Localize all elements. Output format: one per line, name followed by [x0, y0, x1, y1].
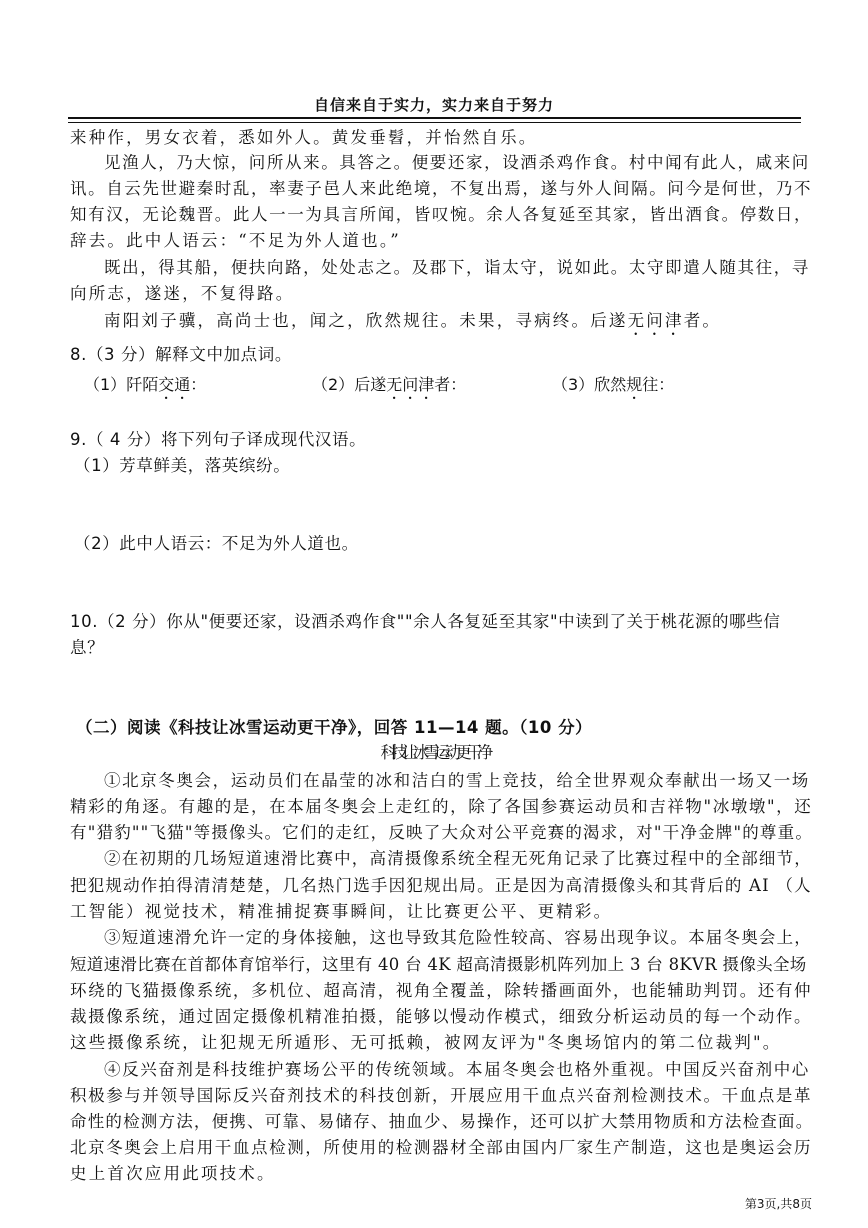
passage-text: 者。 — [683, 311, 722, 330]
passage-line-last — [104, 311, 814, 339]
article-line: 命性的检测方法，便携、可靠、易储存、抽血少、易操作，还可以扩大禁用物质和方法检查面。 — [70, 1112, 814, 1131]
page-header-motto: 自信来自于实力，实力来自于努力 — [313, 96, 554, 114]
item-text: 阡陌 — [126, 375, 159, 394]
header-rule-thin — [68, 122, 801, 123]
page-number: 第3页,共8页 — [744, 1197, 812, 1211]
article-line: 裁摄像系统，通过固定摄像机精准拍摄，能够以慢动作模式，细致分析运动员的每一个动作。 — [70, 1007, 813, 1026]
item-text: 欣然 — [594, 375, 627, 394]
item-text: ： — [190, 375, 207, 394]
article-line: ③短道速滑允许一定的身体接触，这也导致其危险性较高、容易出现争议。本届冬奥会上， — [104, 928, 812, 947]
article-line: ①北京冬奥会，运动员们在晶莹的冰和洁白的雪上竞技，给全世界观众奉献出一场又一场 — [104, 771, 810, 790]
article-title: 科技让冰雪运动更干净 — [380, 743, 488, 762]
passage-line: 知有汉，无论魏晋。此人一一为具言所闻，皆叹惋。余人各复延至其家，皆出酒食。停数日， — [70, 205, 813, 224]
question-8-stem: 8.（3 分）解释文中加点词。 — [70, 345, 292, 364]
passage-line: 向所志，遂迷，不复得路。 — [70, 284, 295, 303]
article-line: 工智能）视觉技术，精准捕捉赛事瞬间，让比赛更公平、更精彩。 — [70, 902, 613, 921]
item-number: （2） — [312, 375, 355, 394]
question-8-item-1 — [84, 372, 206, 403]
passage-line: 见渔人，乃大惊，问所从来。具答之。便要还家，设酒杀鸡作食。村中闻有此人，咸来问 — [104, 153, 810, 172]
article-line: 这些摄像系统，让犯规无所遁形、无可抵赖，被网友评为"冬奥场馆内的第二位裁判"。 — [70, 1033, 782, 1052]
question-8-item-2 — [312, 372, 466, 403]
question-9-stem: 9.（ 4 分）将下列句子译成现代汉语。 — [70, 430, 367, 449]
article-line: 环绕的飞猫摄像系统，多机位、超高清，视角全覆盖，除转播画面外，也能辅助判罚。还有仲 — [70, 981, 813, 1000]
article-line: ②在初期的几场短道速滑比赛中，高清摄像系统全程无死角记录了比赛过程中的全部细节， — [104, 849, 812, 868]
item-number: （1） — [84, 375, 127, 394]
question-10-line-1: 10.（2 分）你从"便要还家，设酒杀鸡作食""余人各复延至其家"中读到了关于桃花源的哪些信 — [70, 612, 781, 631]
question-8-item-3 — [552, 372, 674, 403]
dotted-word: 规 — [626, 375, 643, 394]
article-line: 北京冬奥会上启用干血点检测，所使用的检测器材全部由国内厂家生产制造，这也是奥运会历 — [70, 1138, 813, 1157]
article-line: 史上首次应用此项技术。 — [70, 1164, 276, 1183]
question-9-sentence-2: （2）此中人语云：不足为外人道也。 — [74, 534, 359, 553]
header-rule-thick — [68, 117, 801, 119]
passage-line: 辞去。此中人语云：“不足为外人道也。” — [70, 231, 401, 250]
item-text: 者： — [434, 375, 467, 394]
passage-line: 来种作，男女衣着，悉如外人。黄发垂髫，并怡然自乐。 — [70, 128, 538, 147]
article-line: 精彩的角逐。有趣的是，在本届冬奥会上走红的，除了各国参赛运动员和吉祥物"冰墩墩"，还 — [70, 797, 813, 816]
article-line: 有"猎豹""飞猫"等摄像头。它们的走红，反映了大众对公平竞赛的渴求，对"干净金牌"的尊重。 — [70, 823, 814, 842]
passage-line: 既出，得其船，便扶向路，处处志之。及郡下，诣太守，说如此。太守即遣人随其往，寻 — [104, 258, 810, 277]
dotted-word: 无问津 — [386, 375, 435, 394]
question-9-sentence-1: （1）芳草鲜美，落英缤纷。 — [74, 456, 291, 475]
article-line: 短道速滑比赛在首都体育馆举行，这里有 40 台 4K 超高清摄影机阵列加上 3 台 8KVR 摄像头全场 — [70, 955, 807, 974]
article-line: 积极参与并领导国际反兴奋剂技术的科技创新，开展应用干血点兴奋剂检测技术。干血点是革 — [70, 1086, 813, 1105]
item-number: （3） — [552, 375, 595, 394]
question-10-line-2: 息？ — [70, 638, 105, 657]
dotted-word: 交通 — [158, 375, 191, 394]
passage-text: 南阳刘子骥，高尚士也，闻之，欣然规往。未果，寻病终。后遂 — [104, 311, 628, 330]
article-line: 把犯规动作拍得清清楚楚，几名热门选手因犯规出局。正是因为高清摄像头和其背后的 AI （人 — [70, 876, 812, 895]
article-line: ④反兴奋剂是科技维护赛场公平的传统领域。本届冬奥会也格外重视。中国反兴奋剂中心 — [104, 1060, 810, 1079]
item-text: 往： — [642, 375, 675, 394]
passage-line: 讯。自云先世避秦时乱，率妻子邑人来此绝境，不复出焉，遂与外人间隔。问今是何世，乃不 — [70, 179, 813, 198]
dotted-word: 无问津 — [627, 311, 684, 330]
section-2-heading: （二）阅读《科技让冰雪运动更干净》，回答 11—14 题。（10 分） — [76, 718, 593, 737]
item-text: 后遂 — [354, 375, 387, 394]
